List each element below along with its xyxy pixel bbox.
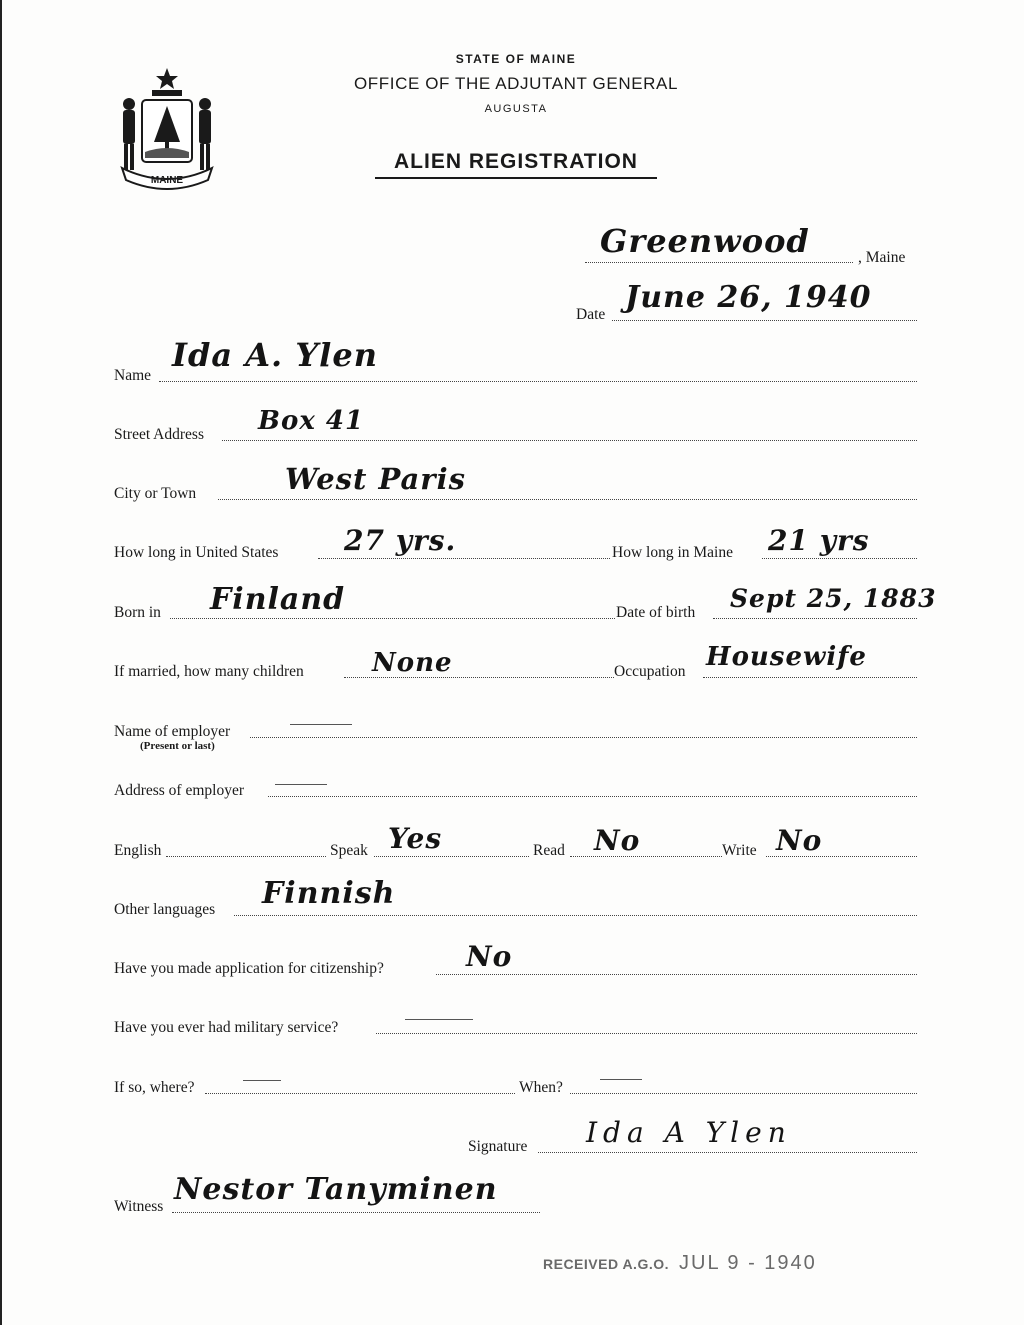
employer-sublabel: (Present or last) xyxy=(140,740,215,752)
street-value: Box 41 xyxy=(258,406,365,436)
town-line xyxy=(585,262,853,263)
date-label: Date xyxy=(576,306,606,323)
name-line xyxy=(159,381,917,382)
read-value: No xyxy=(594,824,641,857)
other-languages-value: Finnish xyxy=(262,876,396,911)
employer-address-line xyxy=(268,796,917,797)
header-city: AUGUSTA xyxy=(484,103,548,115)
occupation-value: Housewife xyxy=(706,642,867,672)
citizenship-value: No xyxy=(466,940,513,973)
witness-label: Witness xyxy=(114,1198,164,1215)
occupation-label: Occupation xyxy=(614,663,686,680)
employer-line xyxy=(250,737,917,738)
city-value: West Paris xyxy=(285,462,466,496)
english-label: English xyxy=(114,842,162,859)
when-dash xyxy=(600,1079,642,1080)
svg-text:MAINE: MAINE xyxy=(150,175,184,186)
city-line xyxy=(218,499,917,500)
employer-dash xyxy=(290,724,352,725)
military-line xyxy=(376,1033,917,1034)
how-long-maine-line xyxy=(762,558,917,559)
stamp-date-text: JUL 9 - 1940 xyxy=(679,1252,817,1274)
header-state: STATE OF MAINE xyxy=(455,52,577,66)
signature-line xyxy=(538,1152,917,1153)
citizenship-line xyxy=(436,974,917,975)
speak-value: Yes xyxy=(388,822,443,855)
children-value: None xyxy=(372,648,453,678)
dob-value: Sept 25, 1883 xyxy=(730,584,937,613)
employer-address-label: Address of employer xyxy=(114,782,244,799)
where-line xyxy=(205,1093,515,1094)
employer-label: Name of employer xyxy=(114,723,231,740)
town-value: Greenwood xyxy=(600,222,810,260)
street-label: Street Address xyxy=(114,426,204,443)
how-long-us-line xyxy=(318,558,610,559)
read-label: Read xyxy=(533,842,565,859)
how-long-maine-value: 21 yrs xyxy=(768,524,870,557)
signature-label: Signature xyxy=(468,1138,528,1155)
page-edge xyxy=(0,0,2,1325)
stamp-received-text: RECEIVED A.G.O. xyxy=(543,1256,670,1272)
other-languages-label: Other languages xyxy=(114,901,216,918)
how-long-us-value: 27 yrs. xyxy=(344,524,457,557)
form-title: ALIEN REGISTRATION xyxy=(375,150,657,179)
how-long-maine-label: How long in Maine xyxy=(612,544,733,561)
how-long-us-label: How long in United States xyxy=(114,544,279,561)
date-line xyxy=(612,320,917,321)
occupation-line xyxy=(703,677,917,678)
when-label: When? xyxy=(519,1079,563,1096)
military-dash xyxy=(405,1019,473,1020)
witness-value: Nestor Tanyminen xyxy=(174,1172,498,1207)
where-dash xyxy=(243,1080,281,1081)
other-languages-line xyxy=(234,915,917,916)
born-in-value: Finland xyxy=(210,582,346,617)
citizenship-label: Have you made application for citizenship? xyxy=(114,960,384,977)
dob-line xyxy=(713,618,917,619)
write-value: No xyxy=(776,824,823,857)
header-office: OFFICE OF THE ADJUTANT GENERAL xyxy=(353,74,679,93)
read-line xyxy=(570,856,722,857)
name-value: Ida A. Ylen xyxy=(172,336,378,374)
employer-address-dash xyxy=(275,784,327,785)
write-label: Write xyxy=(722,842,757,859)
born-in-label: Born in xyxy=(114,604,161,621)
english-line xyxy=(166,856,326,857)
date-value: June 26, 1940 xyxy=(625,280,872,315)
maine-label: , Maine xyxy=(858,249,906,266)
military-label: Have you ever had military service? xyxy=(114,1019,339,1036)
children-label: If married, how many children xyxy=(114,663,304,680)
speak-label: Speak xyxy=(330,842,368,859)
name-label: Name xyxy=(114,367,152,384)
when-line xyxy=(570,1093,917,1094)
city-label: City or Town xyxy=(114,485,197,502)
speak-line xyxy=(374,856,529,857)
born-in-line xyxy=(170,618,615,619)
street-line xyxy=(222,440,917,441)
signature-value: Ida A Ylen xyxy=(586,1116,792,1149)
received-stamp xyxy=(543,1252,817,1275)
dob-label: Date of birth xyxy=(616,604,696,621)
witness-line xyxy=(172,1212,540,1213)
where-label: If so, where? xyxy=(114,1079,195,1096)
